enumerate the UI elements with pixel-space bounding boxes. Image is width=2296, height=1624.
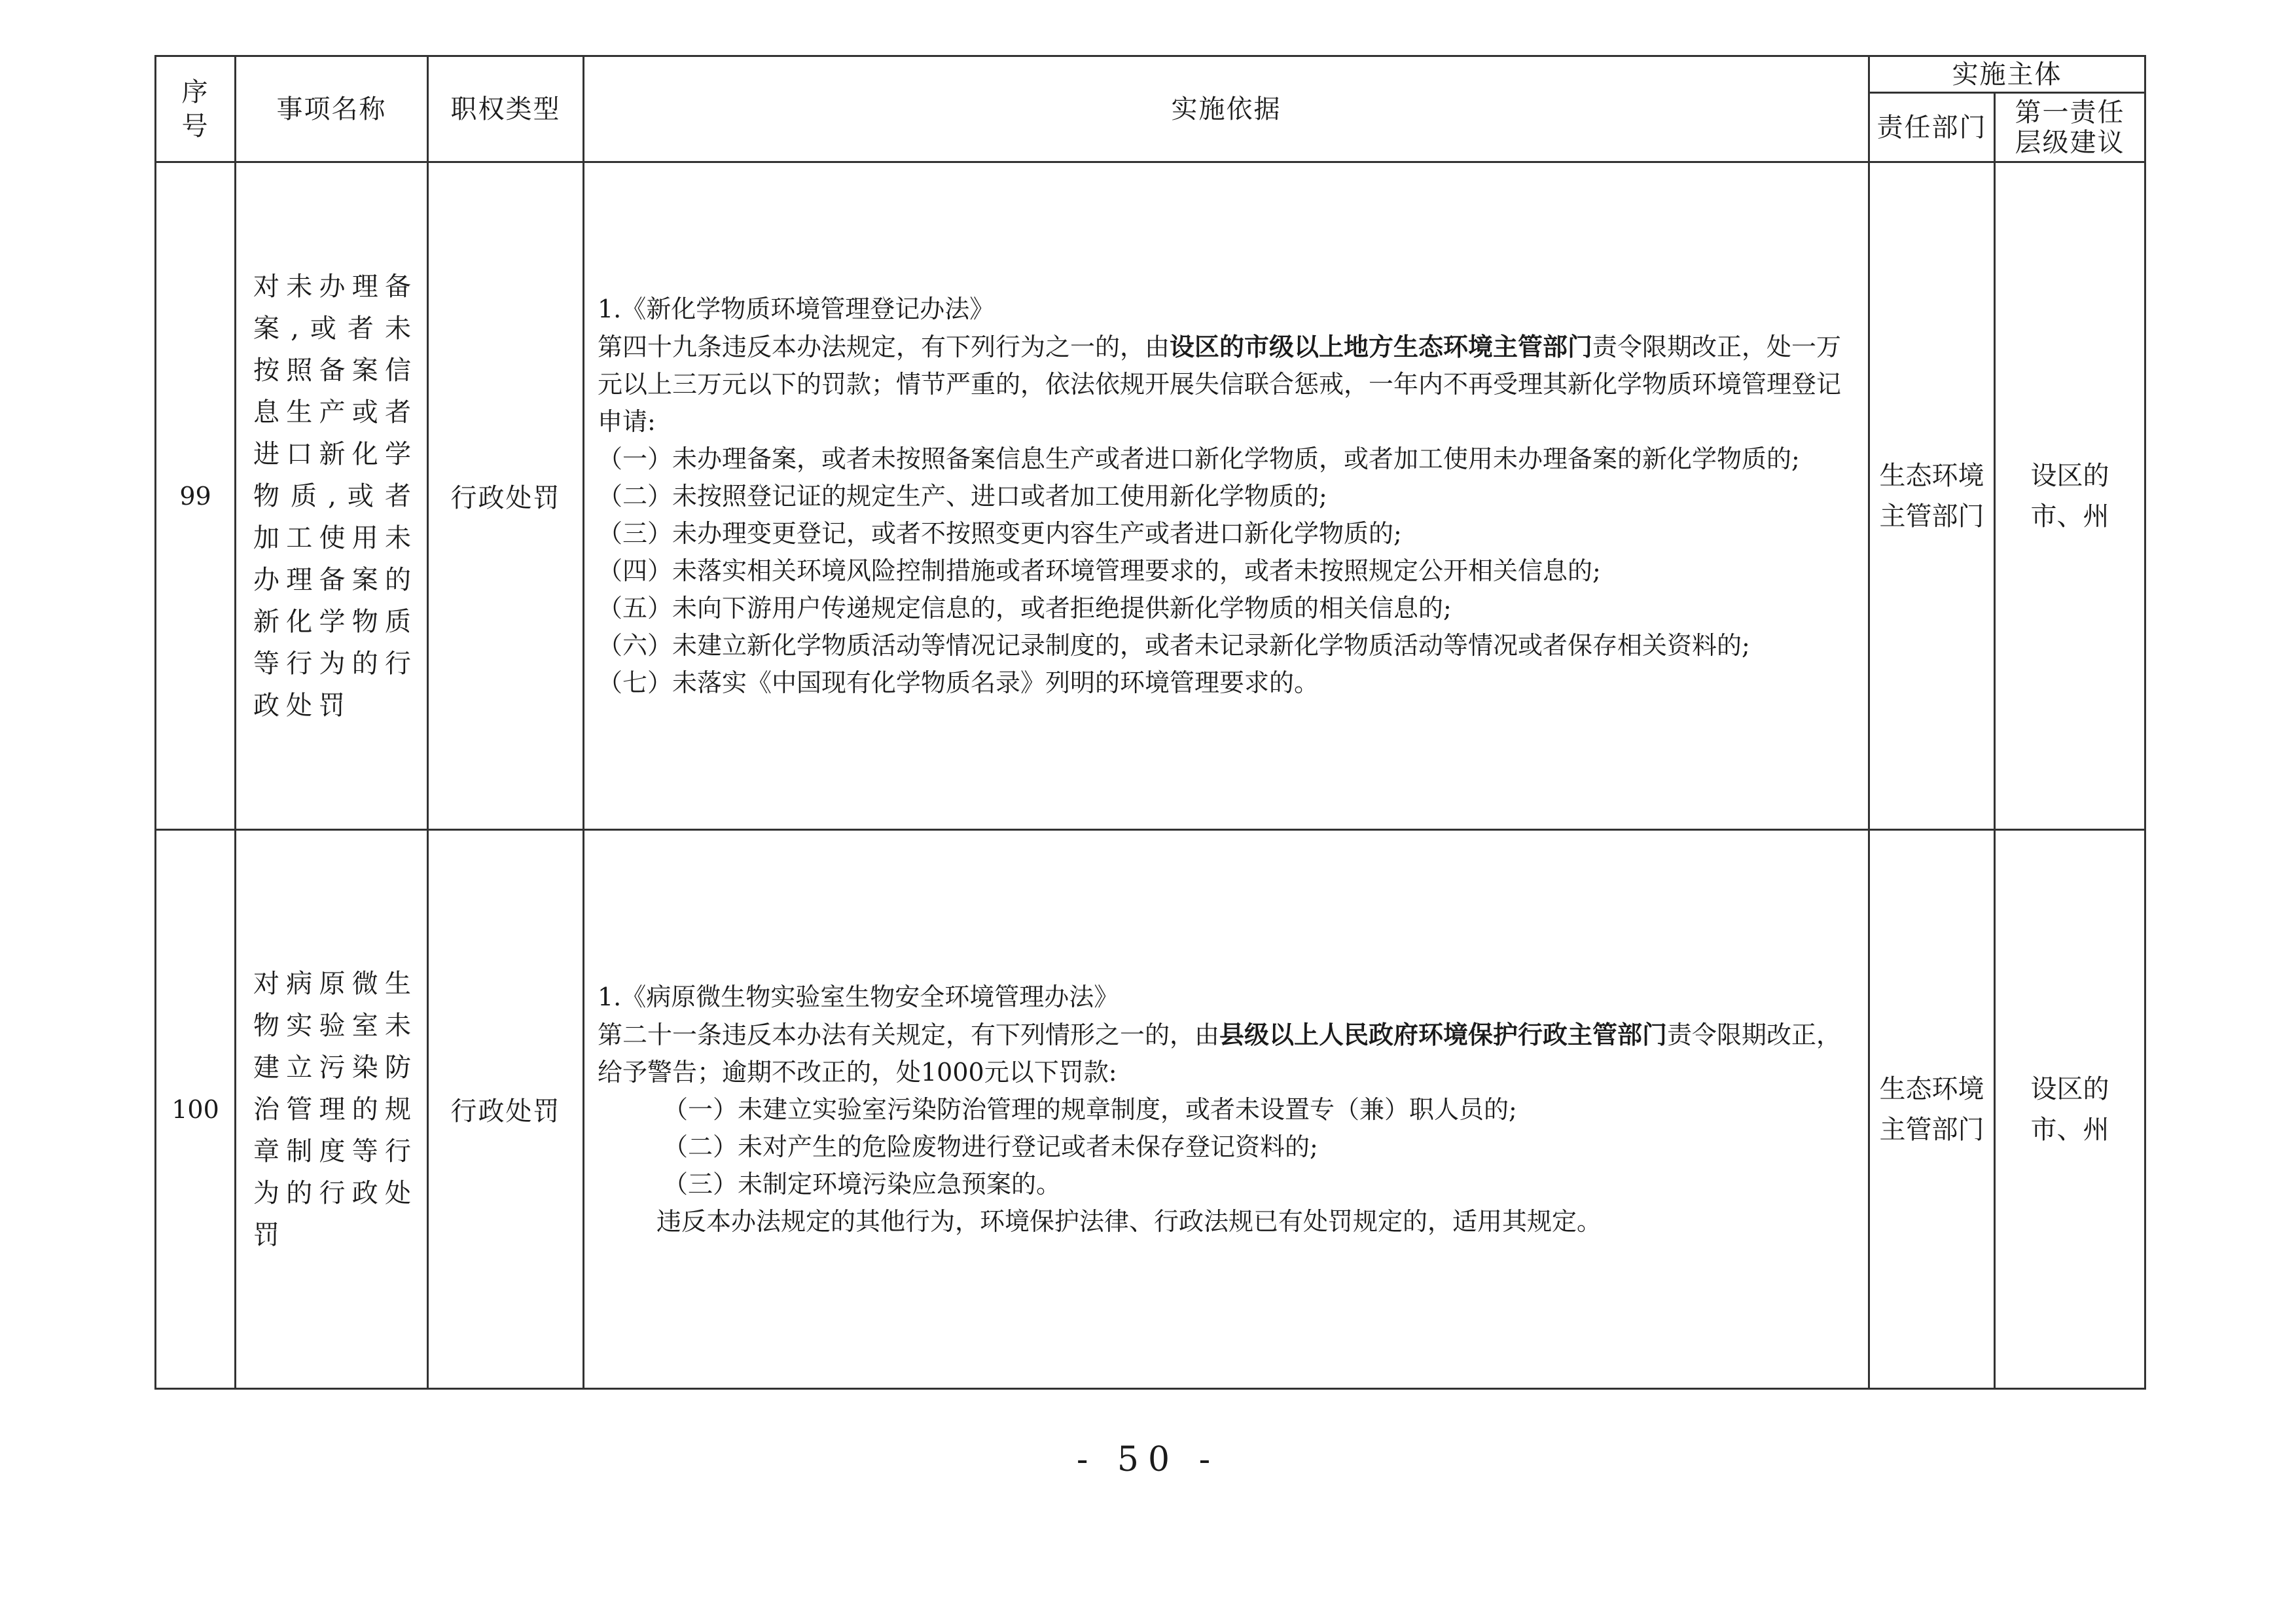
table-row [156, 830, 2145, 1389]
basis-para-post: 责令限期改正，给予警告；逾期不改正的，处1000元以下罚款: [598, 1020, 1842, 1087]
page-number: - 50 - [1076, 1440, 1220, 1479]
row-level-line1: 设区的 [2030, 1074, 2109, 1104]
row-level [1995, 830, 2145, 1389]
basis-paragraph [598, 328, 1856, 441]
row-level-line1: 设区的 [2030, 460, 2109, 491]
row-dept [1869, 162, 1995, 830]
header-seq-line2: 号 [181, 111, 209, 141]
header-subject: 实施主体 [1869, 56, 2145, 93]
basis-item: （二）未按照登记证的规定生产、进口或者加工使用新化学物质的; [598, 481, 1327, 511]
basis-para-authority: 设区的市级以上地方生态环境主管部门 [1170, 331, 1593, 361]
basis-item: （四）未落实相关环境风险控制措施或者环境管理要求的，或者未按照规定公开相关信息的; [598, 556, 1601, 585]
basis-item: （三）未办理变更登记，或者不按照变更内容生产或者进口新化学物质的; [598, 518, 1402, 548]
basis-para-post: 责令限期改正，处一万元以上三万元以下的罚款；情节严重的，依法依规开展失信联合惩戒，一年内不再受理其新化学物质环境管理登记申请: [598, 332, 1842, 436]
table-row [156, 162, 2145, 830]
row-basis [584, 162, 1869, 830]
header-dept: 责任部门 [1869, 93, 1995, 162]
row-item-name: 对未办理备案,或者未按照备案信息生产或者进口新化学物质,或者加工使用未办理备案的新化学物质等行为的行政处罚 [236, 162, 428, 830]
row-power-type: 行政处罚 [428, 830, 584, 1389]
header-power-type: 职权类型 [428, 56, 584, 162]
row-level-line2: 市、州 [2030, 501, 2109, 532]
basis-para-pre: 第二十一条违反本办法有关规定，有下列情形之一的，由 [598, 1020, 1220, 1049]
row-level [1995, 162, 2145, 830]
basis-item: （五）未向下游用户传递规定信息的，或者拒绝提供新化学物质的相关信息的; [598, 593, 1452, 623]
power-list-table [154, 55, 2146, 1390]
basis-para-authority: 县级以上人民政府环境保护行政主管部门 [1219, 1019, 1668, 1049]
basis-para-pre: 第四十九条违反本办法规定，有下列行为之一的，由 [598, 332, 1170, 361]
row-item-name: 对病原微生物实验室未建立污染防治管理的规章制度等行为的行政处罚 [236, 830, 428, 1389]
basis-item: （二）未对产生的危险废物进行登记或者未保存登记资料的; [663, 1132, 1318, 1161]
row-dept-line1: 生态环境 [1879, 460, 1984, 491]
row-dept [1869, 830, 1995, 1389]
table-header-row-1 [156, 56, 2145, 93]
header-level [1995, 93, 2145, 162]
basis-closing: 违反本办法规定的其他行为，环境保护法律、行政法规已有处罚规定的，适用其规定。 [656, 1206, 1602, 1236]
basis-item: （一）未建立实验室污染防治管理的规章制度，或者未设置专（兼）职人员的; [663, 1094, 1517, 1124]
header-level-line1: 第一责任 [2015, 97, 2125, 128]
header-seq-line1: 序 [181, 77, 209, 107]
basis-item: （一）未办理备案，或者未按照备案信息生产或者进口新化学物质，或者加工使用未办理备案的新化学物质的; [598, 444, 1800, 473]
basis-title: 1.《病原微生物实验室生物安全环境管理办法》 [598, 982, 1119, 1011]
basis-title: 1.《新化学物质环境管理登记办法》 [598, 294, 995, 323]
basis-paragraph [598, 1016, 1856, 1091]
header-basis: 实施依据 [584, 56, 1869, 162]
header-seq [156, 56, 236, 162]
basis-item: （七）未落实《中国现有化学物质名录》列明的环境管理要求的。 [598, 668, 1319, 697]
row-basis [584, 830, 1869, 1389]
row-level-line2: 市、州 [2030, 1114, 2109, 1145]
basis-item: （六）未建立新化学物质活动等情况记录制度的，或者未记录新化学物质活动等情况或者保存相关资料的; [598, 630, 1750, 660]
row-seq: 100 [156, 830, 236, 1389]
row-dept-line2: 主管部门 [1879, 501, 1984, 532]
row-power-type: 行政处罚 [428, 162, 584, 830]
row-seq: 99 [156, 162, 236, 830]
basis-item: （三）未制定环境污染应急预案的。 [663, 1169, 1062, 1199]
row-dept-line1: 生态环境 [1879, 1074, 1984, 1104]
header-item-name: 事项名称 [236, 56, 428, 162]
header-level-line2: 层级建议 [2015, 127, 2125, 158]
row-dept-line2: 主管部门 [1879, 1114, 1984, 1145]
